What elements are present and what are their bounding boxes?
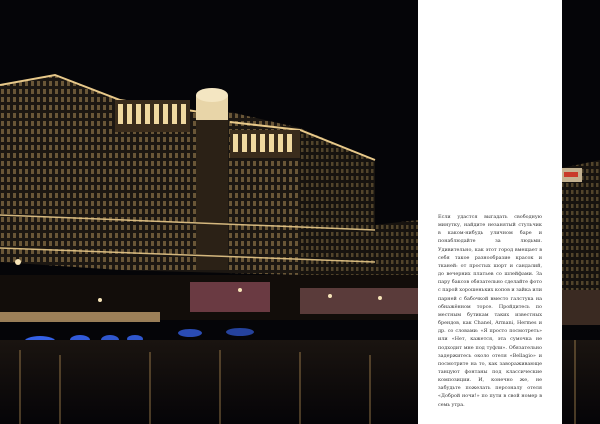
article-paragraph: Если удастся выгадать свободную минутку, найдите незанятый стульчик в каком-нибудь уличном баре и понаблюдайте за людьми. Удивительно, как этот город вмещает в себя такое разнообразие красок и тканей: от простых шорт и сандалий, до вечерних платьев со шлейфами. За пару баксов обязательно сделайте фото с парой хорошеньких копов и зайка или парней с бабочкой вместо галстука на обнажённом торсе. Пройдитесь по местным бутикам таких известных брендов, как Chanel, Armani, Hermes и др. со словами: «Я просто посмотреть» или «Нет, кажется, эта сумочка не подходит мне под туфли». Обязательно задержитесь около отеля «Bellagio» и посмотрите на то, как завораживающе танцуют фонтаны под классические композиции. И, конечно же, не забудьте пожелать персоналу отеля «Доброй ночи!» по пути в свой номер в семь утра. <box>438 214 542 408</box>
article-text-panel <box>418 0 562 424</box>
